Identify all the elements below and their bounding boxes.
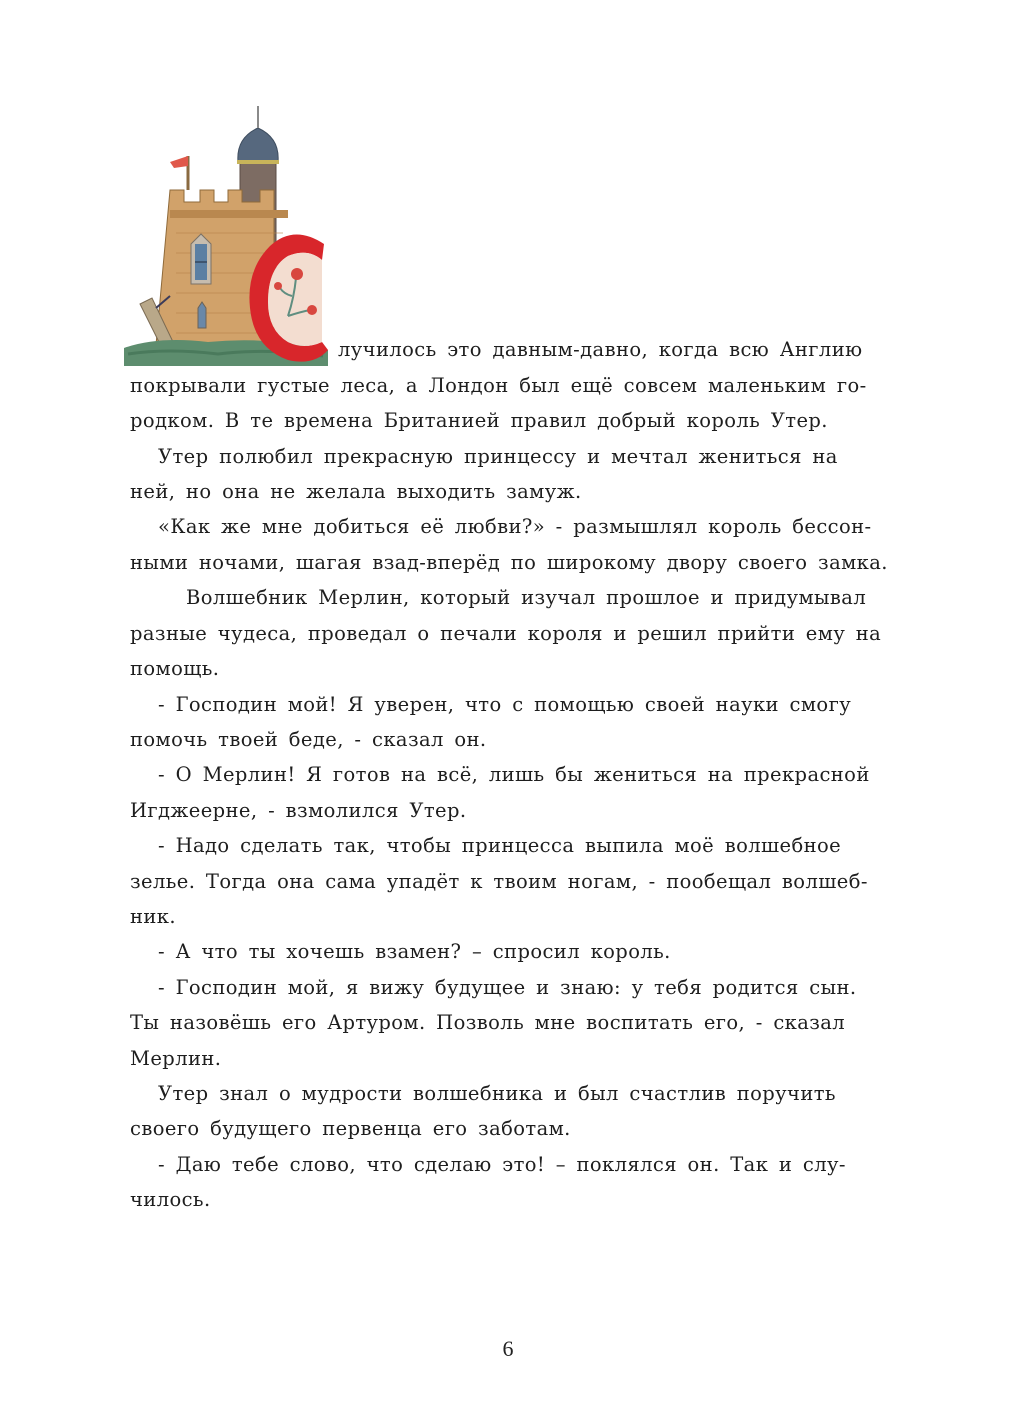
text-line: ными ночами, шагая взад-вперёд по широкому двору своего замка. [130,551,888,574]
text-line: зелье. Тогда она сама упадёт к твоим ногам, - пообещал волшеб- [130,870,868,893]
text-line: лучилось это давным-давно, когда всю Англию [338,338,863,361]
text-line: - Господин мой, я вижу будущее и знаю: у тебя родится сын. [158,976,857,999]
text-line: - А что ты хочешь взамен? – спросил король. [158,940,671,963]
text-line: - Господин мой! Я уверен, что с помощью своей науки смогу [158,693,852,716]
text-line: - Надо сделать так, чтобы принцесса выпила моё волшебное [158,834,842,857]
text-line: Волшебник Мерлин, который изучал прошлое и придумывал [186,586,867,609]
text-line: своего будущего первенца его заботам. [130,1117,571,1140]
text-line: Игджеерне, - взмолился Утер. [130,799,467,822]
text-line: родком. В те времена Британией правил добрый король Утер. [130,409,828,432]
text-line: ней, но она не желала выходить замуж. [130,480,582,503]
text-line: помощь. [130,657,220,680]
text-line: Утер полюбил прекрасную принцессу и мечтал жениться на [158,445,838,468]
text-line: - Даю тебе слово, что сделаю это! – поклялся он. Так и слу- [158,1153,846,1176]
text-line: «Как же мне добиться её любви?» - размышлял король бессон- [158,515,872,538]
page-number: 6 [502,1336,514,1361]
text-line: Ты назовёшь его Артуром. Позволь мне воспитать его, - сказал [130,1011,846,1034]
text-line: разные чудеса, проведал о печали короля и решил прийти ему на [130,622,882,645]
text-line: Мерлин. [130,1047,222,1070]
text-line: помочь твоей беде, - сказал он. [130,728,487,751]
text-line: покрывали густые леса, а Лондон был ещё совсем маленьким го- [130,374,867,397]
text-line: ник. [130,905,176,928]
castle-drop-cap-illustration [118,98,333,368]
text-line: Утер знал о мудрости волшебника и был счастлив поручить [158,1082,836,1105]
text-line: - О Мерлин! Я готов на всё, лишь бы жениться на прекрасной [158,763,870,786]
text-line: чилось. [130,1188,211,1211]
